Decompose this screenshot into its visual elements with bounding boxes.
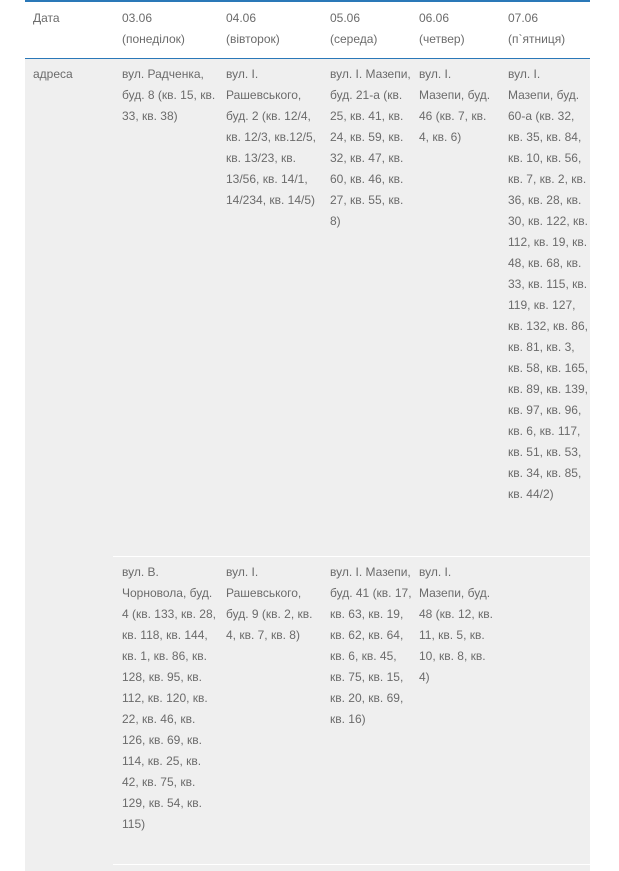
header-day-5-weekday: (п`ятниця): [508, 32, 566, 46]
header-day-3-weekday: (середа): [330, 32, 378, 46]
header-day-5-date: 07.06: [508, 11, 539, 25]
header-day-1-weekday: (понеділок): [122, 32, 185, 46]
header-top-border: [25, 0, 590, 2]
row-1-cell-4: вул. І. Мазепи, буд. 46 (кв. 7, кв. 4, кв. 6): [419, 67, 491, 144]
header-day-1-date: 03.06: [122, 11, 153, 25]
row-divider-bottom: [113, 864, 590, 865]
row-1-cell-3: вул. І. Мазепи, буд. 21-а (кв. 25, кв. 41, кв. 24, кв. 59, кв. 32, кв. 47, кв. 60, кв. 46, кв. 27, кв. 55, кв. 8): [330, 67, 411, 228]
row-2-cell-1: вул. В. Чорновола, буд. 4 (кв. 133, кв. 28, кв. 118, кв. 144, кв. 1, кв. 86, кв. 128, кв. 95, кв. 112, кв. 120, кв. 22, кв. 46, кв. 126, кв. 69, кв. 114, кв. 25, кв. 42, кв. 75, кв. 129, кв. 54, кв. 115): [122, 565, 216, 831]
header-day-4-date: 06.06: [419, 11, 450, 25]
row-2-cell-4: вул. І. Мазепи, буд. 48 (кв. 12, кв. 11, кв. 5, кв. 10, кв. 8, кв. 4): [419, 565, 493, 684]
header-day-2-weekday: (вівторок): [226, 32, 280, 46]
header-day-3: [330, 8, 415, 50]
header-day-4: [419, 8, 504, 50]
header-day-4-weekday: (четвер): [419, 32, 465, 46]
header-bottom-border: [25, 58, 590, 59]
row-1-cell-1: вул. Радченка, буд. 8 (кв. 15, кв. 33, кв. 38): [122, 67, 216, 123]
header-day-3-date: 05.06: [330, 11, 361, 25]
row-divider: [113, 556, 590, 557]
header-day-2-date: 04.06: [226, 11, 257, 25]
header-date-label: Дата: [33, 11, 60, 25]
row-2-cell-3: вул. І. Мазепи, буд. 41 (кв. 17, кв. 63, кв. 19, кв. 62, кв. 64, кв. 6, кв. 45, кв. 75, кв. 15, кв. 20, кв. 69, кв. 16): [330, 565, 412, 726]
row-1-cell-2: вул. І. Рашевського, буд. 2 (кв. 12/4, кв. 12/3, кв.12/5, кв. 13/23, кв. 13/56, кв. 14/1, 14/234, кв. 14/5): [226, 67, 316, 207]
row-label-address: адреса: [33, 67, 73, 81]
header-day-5: [508, 8, 588, 50]
header-day-1: [122, 8, 217, 50]
row-1-cell-5: вул. І. Мазепи, буд. 60-а (кв. 32, кв. 35, кв. 84, кв. 10, кв. 56, кв. 7, кв. 2, кв. 36, кв. 28, кв. 30, кв. 122, кв. 112, кв. 19, кв. 48, кв. 68, кв. 33, кв. 115, кв. 119, кв. 127, кв. 132, кв. 86, кв. 81, кв. 3, кв. 58, кв. 165, кв. 89, кв. 139, кв. 97, кв. 96, кв. 6, кв. 117, кв. 51, кв. 53, кв. 34, кв. 85, кв. 44/2): [508, 67, 588, 501]
row-2-cell-2: вул. І. Рашевського, буд. 9 (кв. 2, кв. 4, кв. 7, кв. 8): [226, 565, 313, 642]
header-day-2: [226, 8, 321, 50]
